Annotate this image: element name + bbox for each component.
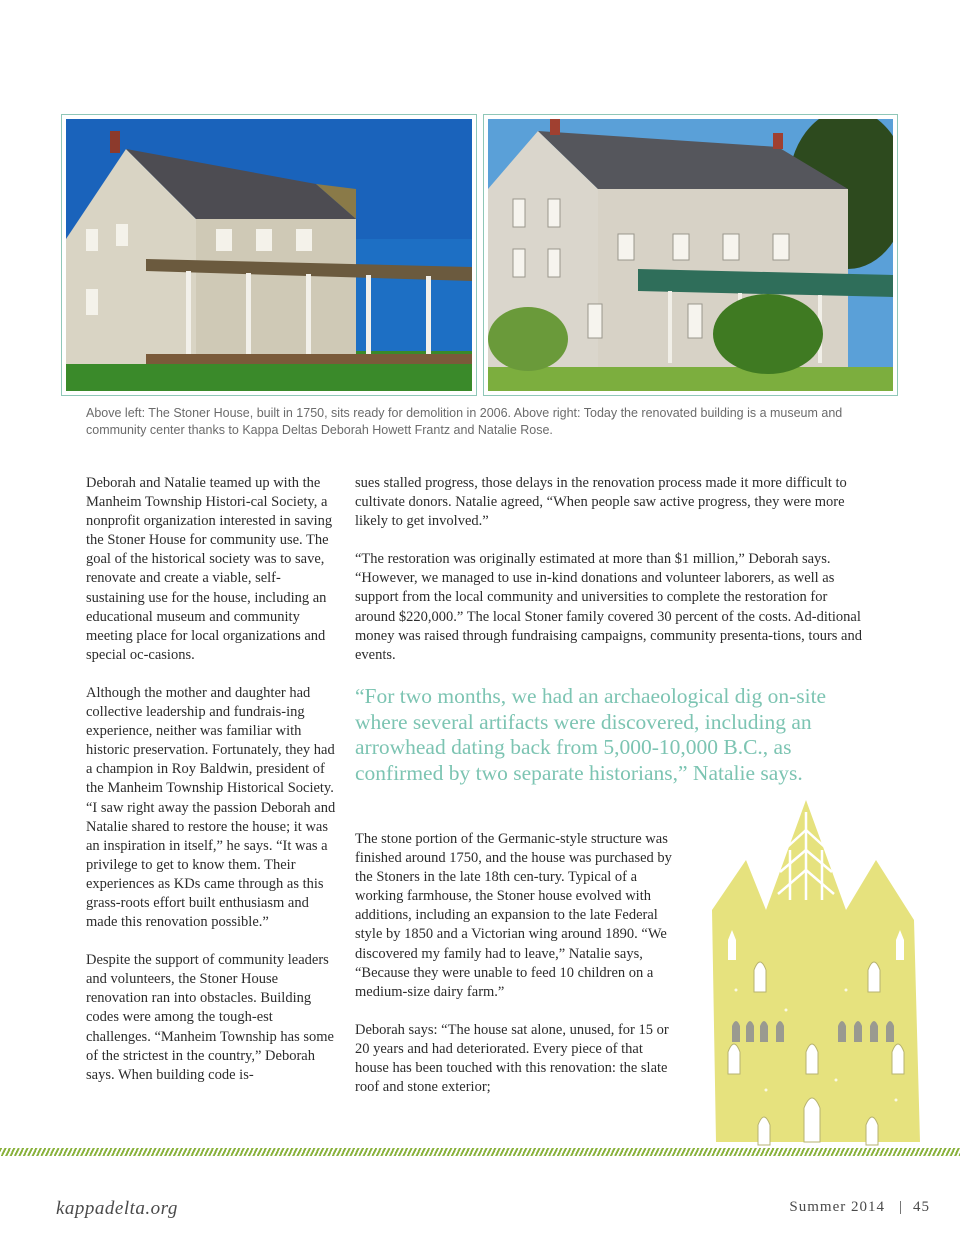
paragraph: Despite the support of community leaders and volunteers, the Stoner House renovation ran into obstacles. Building codes were among the tough-est challenges. “Manheim Township has some of the strictest in the country,” Deborah says. When building code is- bbox=[86, 952, 334, 1083]
paragraph: sues stalled progress, those delays in the renovation process made it more difficult to cultivate donors. Natalie agreed, “When people saw active progress, they were more likely to get involved.” bbox=[355, 475, 847, 530]
paragraph: The stone portion of the Germanic-style structure was finished around 1750, and the house was purchased by the Stoners in the late 18th cen-tury. Typical of a working farmhouse, the Stoner house evolved with additions, including an expansion to the late Federal style by 1850 and a Victorian wing around 1890. “We discovered my family had to leave,” Natalie says, “Because they were unable to feed 10 children on a medium-size dairy farm.” bbox=[355, 831, 672, 1000]
article-column-left bbox=[86, 474, 338, 1104]
paragraph: Although the mother and daughter had collective leadership and fundrais-ing experience, neither was familiar with historic preservation. Fortunately, they had a champion in Roy Baldwin, president of the Manheim Township Historical Society. “I saw right away the passion Deborah and Natalie shared to restore the house; it was an inspiration in itself,” he says. “It was a privilege to get to know them. Their experiences as KDs came through as this grass-roots effort built enthusiasm and made this renovation possible.” bbox=[86, 684, 336, 931]
article-column-right-bottom bbox=[355, 830, 675, 1116]
decorative-stripe bbox=[0, 1148, 960, 1156]
paragraph: “The restoration was originally estimated at more than $1 million,” Deborah says. “However, we managed to use in-kind donations and volunteer laborers, as well as support from the local community and universities to complete the restoration for around $220,000.” The local Stoner family covered 30 percent of the costs. Ad-ditional money was raised through fundraising campaigns, community presenta-tions, tours and events. bbox=[355, 551, 862, 663]
paragraph: Deborah says: “The house sat alone, unused, for 15 or 20 years and had deteriorated. Every piece of that house has been touched with this renovation: the slate roof and stone exterior; bbox=[355, 1021, 669, 1096]
article-column-right-top bbox=[355, 474, 870, 684]
house-illustration-icon bbox=[706, 790, 926, 1150]
page-number: 45 bbox=[913, 1199, 930, 1215]
photo-stoner-house-before bbox=[61, 114, 477, 396]
stone-house-before-photo bbox=[66, 119, 472, 391]
paragraph: Deborah and Natalie teamed up with the Manheim Township Histori-cal Society, a nonprofit organization interested in saving the Stoner House for community use. The goal of the historical society was to save, renovate and create a viable, self-sustaining use for the house, including an educational museum and community meeting place for local organizations and special oc-casions. bbox=[86, 475, 333, 663]
photo-stoner-house-after bbox=[483, 114, 898, 396]
footer-site: kappadelta.org bbox=[56, 1198, 178, 1219]
stone-house-after-photo bbox=[488, 119, 893, 391]
photo-caption: Above left: The Stoner House, built in 1750, sits ready for demolition in 2006. Above right: Today the renovated building is a museum and community center thanks to Kappa Deltas Deborah Howett Frantz and Natalie Rose. bbox=[86, 406, 843, 437]
footer-issue-page bbox=[789, 1199, 930, 1216]
footer-separator: | bbox=[898, 1199, 903, 1215]
footer-issue: Summer 2014 bbox=[789, 1199, 885, 1215]
pull-quote: “For two months, we had an archaeological dig on-site where several artifacts were discovered, including an arrowhead dating back from 5,000-10,000 B.C., as confirmed by two separate historians,” Natalie says. bbox=[355, 684, 827, 785]
